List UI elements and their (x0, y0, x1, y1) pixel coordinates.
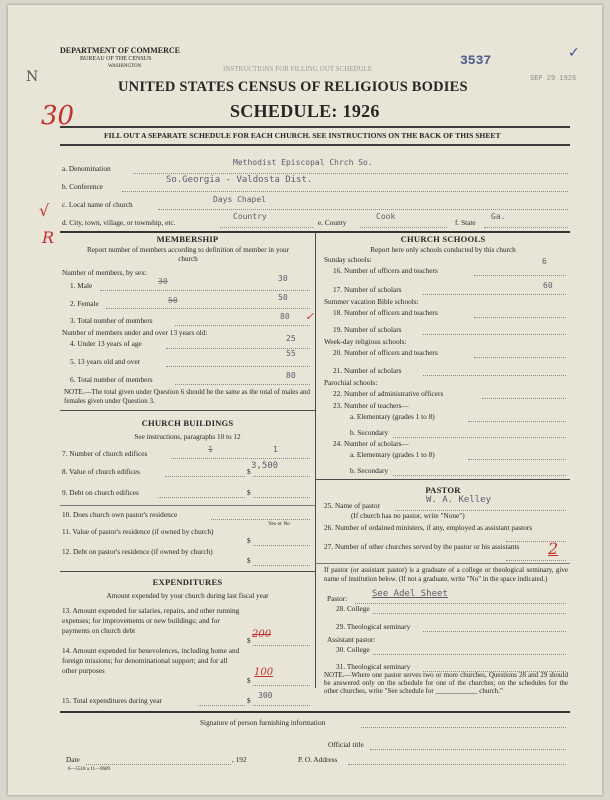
q13-dollar-sign: $ (247, 636, 251, 645)
conference-label: b. Conference (62, 182, 103, 191)
instructions-line: FILL OUT A SEPARATE SCHEDULE FOR EACH CHURCH. SEE INSTRUCTIONS ON THE BACK OF THIS SHEET (104, 131, 501, 140)
q24a-label: a. Elementary (grades 1 to 8) (350, 450, 435, 459)
county-value: Cook (376, 212, 396, 221)
census-schedule-sheet (8, 5, 602, 795)
form-number: 6—5518 a 11—9689 (68, 767, 111, 772)
q24b-label: b. Secondary (350, 466, 389, 475)
q23b-label: b. Secondary (350, 428, 389, 437)
po-address-label: P. O. Address (298, 755, 338, 764)
yes-or-no-hint: Yes or No (268, 521, 291, 527)
q2-crossed-value: 50 (168, 296, 178, 305)
q25-note: (If church has no pastor, write "None") (351, 511, 465, 520)
bureau-label: BUREAU OF THE CENSUS (80, 56, 152, 62)
q11-label: 11. Value of pastor's residence (if owned by church) (62, 527, 214, 536)
q17-label: 17. Number of scholars (333, 285, 402, 294)
q20-label: 20. Number of officers and teachers (333, 348, 438, 357)
date-year: , 192 (232, 755, 247, 764)
assistant-pastor-label: Assistant pastor: (327, 635, 376, 644)
conference-value: So.Georgia - Valdosta Dist. (166, 175, 313, 185)
membership-subtitle: Report number of members according to definition of member in your church (87, 246, 289, 263)
q1-crossed-value: 30 (158, 277, 168, 286)
q26-label: 26. Number of ordained ministers, if any, employed as assistant pastors (324, 523, 533, 532)
q15-dollar-sign: $ (247, 696, 251, 705)
expenditures-subtitle: Amount expended by your church during last fiscal year (106, 592, 269, 600)
q25-value: W. A. Kelley (426, 495, 492, 505)
college-instruction: If pastor (or assistant pastor) is a graduate of a college or theological seminary, give name of institution below. (If not a graduate, write "No" in the space indicated.) (324, 566, 568, 583)
q12-label: 12. Debt on pastor's residence (if owned by church) (62, 547, 213, 556)
parochial-schools-label: Parochial schools: (324, 378, 378, 387)
state-label: f. State (455, 218, 476, 227)
pastor-note: NOTE.—Where one pastor serves two or more churches, Questions 28 and 29 should be answered only on the schedule for one of the churches; on the schedules for the other churches, write "See schedule for ____________ church." (324, 671, 568, 696)
signature-label: Signature of person furnishing information (200, 718, 326, 727)
q7-label: 7. Number of church edifices (62, 449, 148, 458)
q10-label: 10. Does church own pastor's residence (62, 510, 178, 519)
state-value: Ga. (491, 212, 506, 221)
q14-dollar-sign: $ (247, 676, 251, 685)
vacation-schools-label: Summer vacation Bible schools: (324, 297, 419, 306)
q12-dollar-sign: $ (247, 556, 251, 565)
q15-label: 15. Total expenditures during year (62, 696, 163, 705)
q23a-label: a. Elementary (grades 1 to 8) (350, 412, 435, 421)
schools-subtitle: Report here only schools conducted by this church (370, 246, 516, 254)
margin-r-mark: R (42, 228, 55, 247)
city-label: d. City, town, village, or township, etc. (62, 218, 176, 227)
denomination-label: a. Denomination (62, 164, 111, 173)
q31-label: 31. Theological seminary (336, 662, 411, 671)
margin-mark-n: N (26, 69, 39, 85)
q5-label: 5. 13 years old and over (70, 357, 141, 366)
q15-value: 300 (258, 691, 273, 700)
members-by-age-label: Number of members under and over 13 years old: (62, 328, 208, 337)
q17-value: 60 (543, 281, 553, 290)
buildings-heading: CHURCH BUILDINGS (141, 418, 234, 428)
q14-label: 14. Amount expended for benevolences, including home and foreign missions; for denominational support; and for all other purposes (62, 646, 240, 675)
q2-value: 50 (278, 293, 288, 302)
q3-label: 3. Total number of members (70, 316, 153, 325)
q19-label: 19. Number of scholars (333, 325, 402, 334)
q29-label: 29. Theological seminary (336, 622, 411, 631)
q3-value: 80 (280, 312, 290, 321)
q27-label: 27. Number of other churches served by the pastor or his assistants (324, 542, 520, 551)
denomination-value: Methodist Episcopal Chrch So. (233, 158, 373, 167)
q1-value: 30 (278, 274, 288, 283)
members-by-sex-label: Number of members, by sex: (62, 268, 147, 277)
received-stamp: SEP 29 1926 (530, 75, 577, 83)
q9-label: 9. Debt on church edifices (62, 488, 139, 497)
q7-crossed-value: 1 (208, 445, 213, 454)
q16-label: 16. Number of officers and teachers (333, 266, 438, 275)
weekday-schools-label: Week-day religious schools: (324, 337, 407, 346)
schedule-title: SCHEDULE: 1926 (230, 101, 380, 121)
schools-heading: CHURCH SCHOOLS (400, 234, 486, 244)
q8-value: 3,500 (251, 461, 279, 471)
q6-label: 6. Total number of members (70, 375, 153, 384)
margin-check-mark: √ (39, 201, 50, 220)
department-label: DEPARTMENT OF COMMERCE (60, 46, 181, 55)
pastor-education-value: See Adel Sheet (372, 589, 448, 599)
date-label: Date (66, 755, 80, 764)
washington-label: WASHINGTON (108, 64, 142, 69)
q4-value: 25 (286, 334, 296, 343)
q25-label: 25. Name of pastor (324, 501, 380, 510)
membership-heading: MEMBERSHIP (156, 234, 219, 244)
serial-number: 3537 (460, 53, 492, 68)
q8-dollar-sign: $ (247, 467, 251, 476)
official-title-label: Official title (328, 740, 364, 749)
q7-value: 1 (273, 445, 278, 454)
q9-dollar-sign: $ (247, 488, 251, 497)
pastor-sub-label: Pastor: (327, 594, 348, 603)
q13-value: 200 (252, 629, 272, 640)
county-label: e. County (318, 218, 347, 227)
q6-value: 80 (286, 371, 296, 380)
q18-label: 18. Number of officers and teachers (333, 308, 438, 317)
q16-value: 6 (542, 257, 547, 266)
city-value: Country (233, 212, 267, 221)
q5-value: 55 (286, 349, 296, 358)
q14-value: 100 (254, 667, 274, 678)
check-mark-icon: ✓ (568, 45, 580, 61)
q30-label: 30. College (336, 645, 370, 654)
q1-label: 1. Male (70, 281, 93, 290)
pastor-heading: PASTOR (425, 485, 461, 495)
q13-label: 13. Amount expended for salaries, repairs, and other running expenses; for improvements or new buildings; and for payments on church debt (62, 606, 240, 635)
q24-label: 24. Number of scholars— (333, 439, 409, 448)
buildings-subtitle: See instructions, paragraphs 10 to 12 (134, 433, 241, 441)
q11-dollar-sign: $ (247, 536, 251, 545)
q4-label: 4. Under 13 years of age (70, 339, 142, 348)
sunday-schools-label: Sunday schools: (324, 255, 372, 264)
q22-label: 22. Number of administrative officers (333, 389, 444, 398)
expenditures-heading: EXPENDITURES (152, 577, 223, 587)
q27-value: 2 (548, 539, 559, 558)
faded-heading: INSTRUCTIONS FOR FILLING OUT SCHEDULE (223, 65, 373, 73)
q21-label: 21. Number of scholars (333, 366, 402, 375)
local-name-label: c. Local name of church (62, 200, 133, 209)
form-title: UNITED STATES CENSUS OF RELIGIOUS BODIES (118, 79, 468, 95)
q2-label: 2. Female (70, 299, 99, 308)
q28-label: 28. College (336, 604, 370, 613)
local-name-value: Days Chapel (213, 195, 266, 204)
page-number-handwritten: 30 (41, 101, 75, 131)
q3-check-mark: ✓ (305, 310, 315, 323)
q23-label: 23. Number of teachers— (333, 401, 409, 410)
membership-note: NOTE.—The total given under Question 6 should be the same as the total of males and females given under Question 3. (64, 388, 310, 405)
q8-label: 8. Value of church edifices (62, 467, 140, 476)
